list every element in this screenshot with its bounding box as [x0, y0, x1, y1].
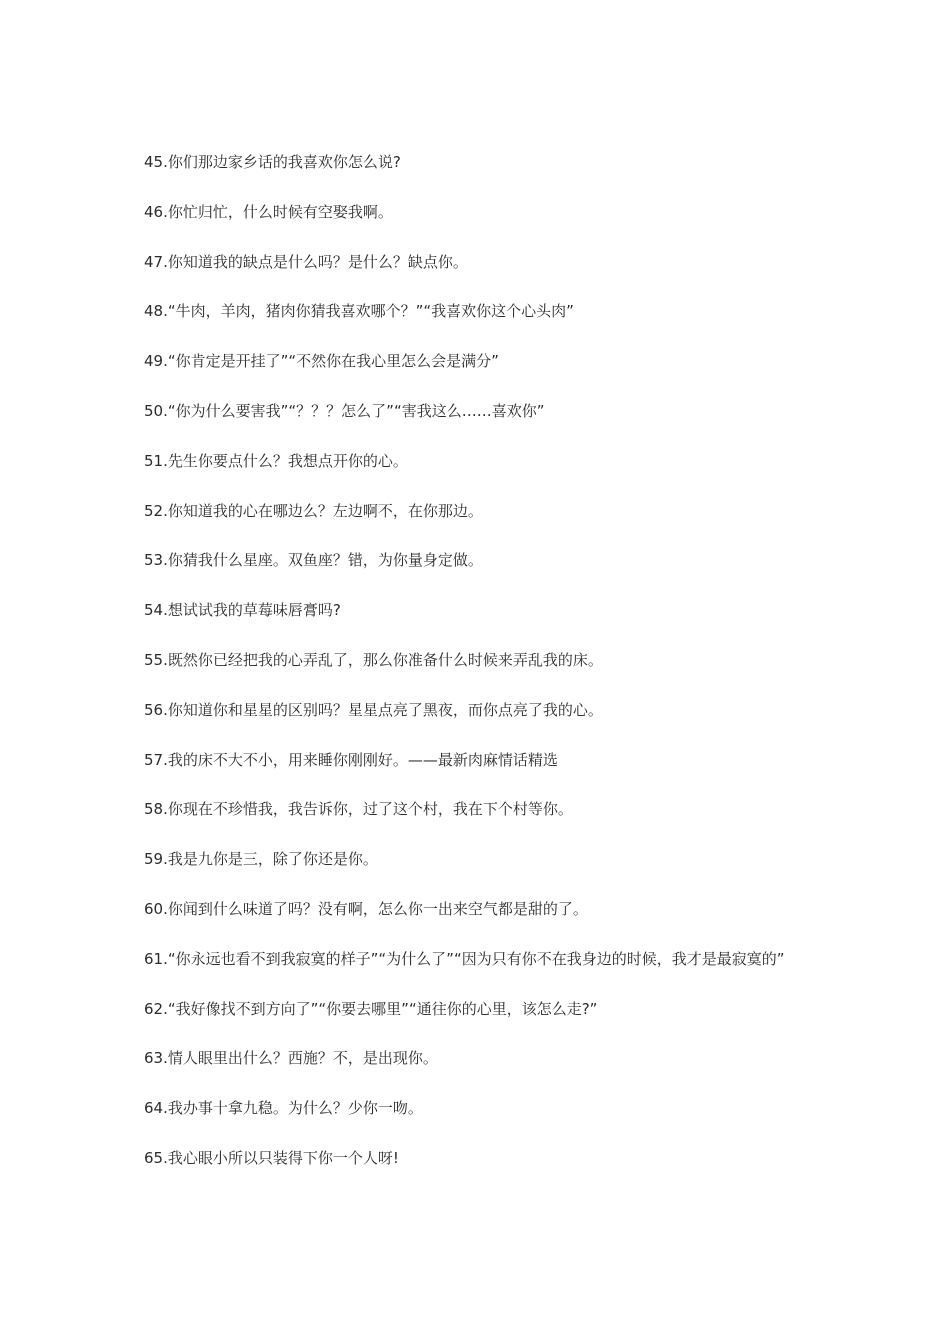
list-item: 59.我是九你是三，除了你还是你。: [144, 850, 378, 869]
list-item: 65.我心眼小所以只装得下你一个人呀!: [144, 1148, 399, 1167]
list-item: 55.既然你已经把我的心弄乱了，那么你准备什么时候来弄乱我的床。: [144, 650, 603, 669]
list-item: 45.你们那边家乡话的我喜欢你怎么说?: [144, 153, 401, 171]
list-item: 47.你知道我的缺点是什么吗？是什么？缺点你。: [144, 252, 468, 271]
pickup-lines-list: [144, 150, 816, 1196]
list-item: 61.“你永远也看不到我寂寞的样子”“为什么了”“因为只有你不在我身边的时候，我才是最寂寞的”: [144, 949, 785, 968]
list-item: 63.情人眼里出什么？西施？不，是出现你。: [144, 1049, 438, 1068]
list-item: 62.“我好像找不到方向了”“你要去哪里”“通往你的心里，该怎么走?”: [144, 999, 598, 1018]
list-item: 58.你现在不珍惜我，我告诉你，过了这个村，我在下个村等你。: [144, 800, 573, 819]
list-item: 48.“牛肉，羊肉，猪肉你猜我喜欢哪个？”“我喜欢你这个心头肉”: [144, 302, 574, 321]
list-item: 60.你闻到什么味道了吗？没有啊，怎么你一出来空气都是甜的了。: [144, 899, 588, 918]
list-item: 49.“你肯定是开挂了”“不然你在我心里怎么会是满分”: [144, 352, 499, 371]
list-item: 54.想试试我的草莓味唇膏吗?: [144, 601, 341, 620]
list-item: 57.我的床不大不小，用来睡你刚刚好。——最新肉麻情话精选: [144, 750, 558, 769]
list-item: 64.我办事十拿九稳。为什么？少你一吻。: [144, 1099, 423, 1118]
list-item: 51.先生你要点什么？我想点开你的心。: [144, 451, 408, 470]
list-item: 50.“你为什么要害我”“？？？怎么了”“害我这么……喜欢你”: [144, 401, 545, 420]
list-item: 52.你知道我的心在哪边么？左边啊不，在你那边。: [144, 501, 483, 520]
list-item: 56.你知道你和星星的区别吗？星星点亮了黑夜，而你点亮了我的心。: [144, 700, 603, 719]
list-item: 53.你猜我什么星座。双鱼座？错，为你量身定做。: [144, 551, 483, 570]
list-item: 46.你忙归忙，什么时候有空娶我啊。: [144, 202, 393, 221]
